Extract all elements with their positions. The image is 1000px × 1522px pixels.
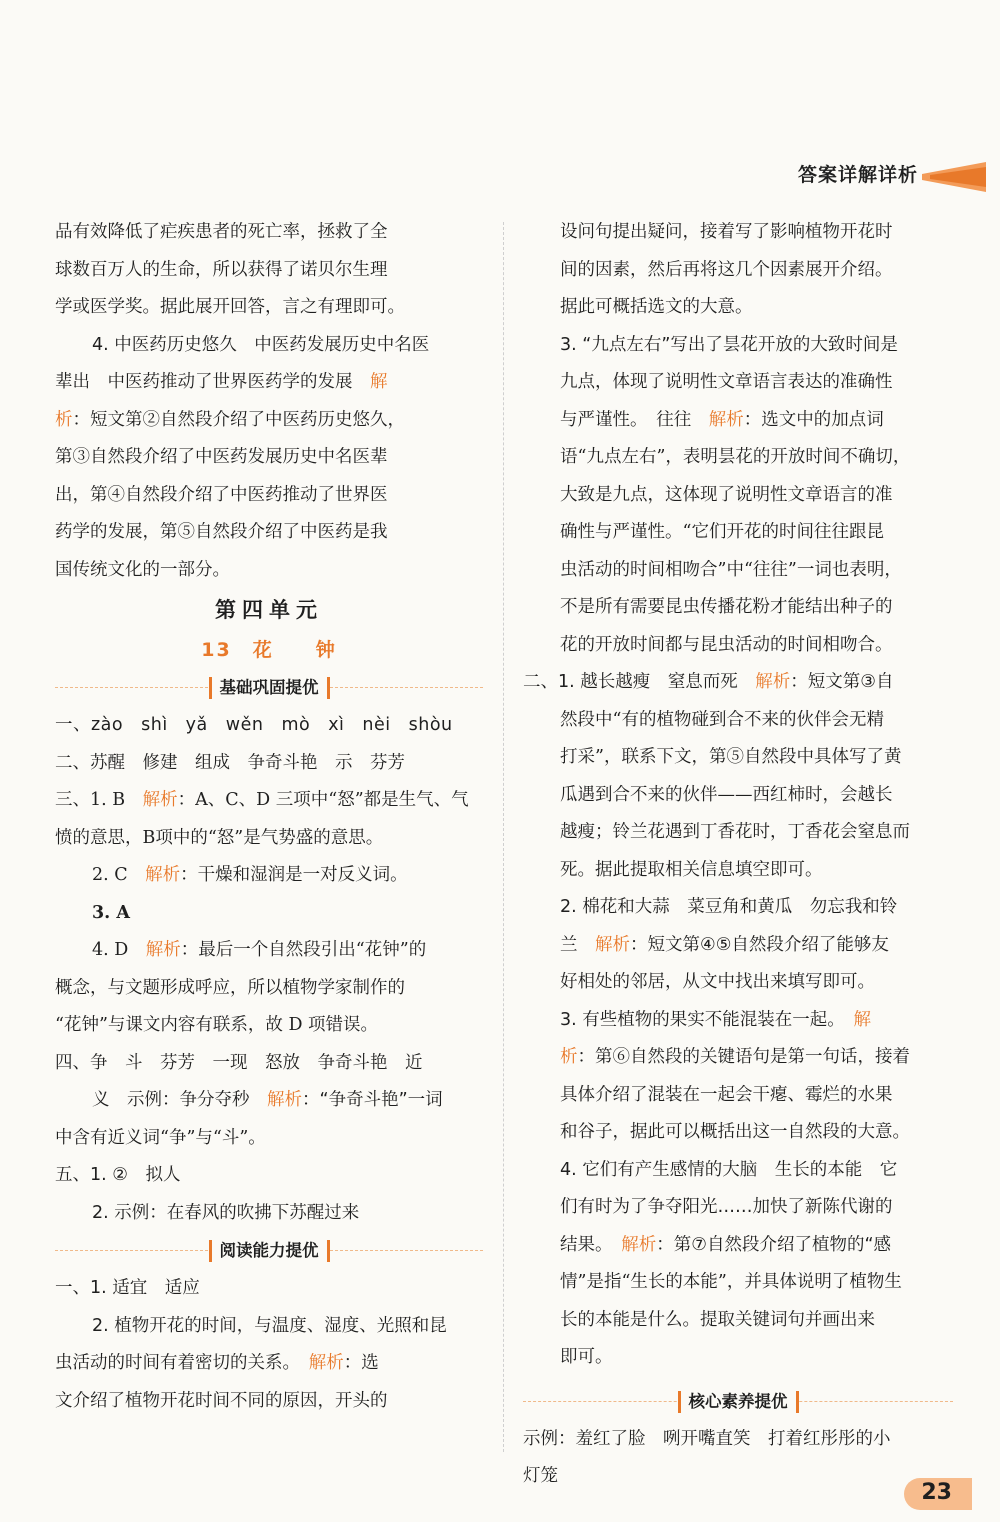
text-line: 国传统文化的一部分。 xyxy=(55,559,230,580)
analysis-label: 解析 xyxy=(755,672,791,692)
text-line: 义 示例：争分夺秒 解析：“争奇斗艳”一词 xyxy=(92,1090,443,1110)
core-answers-block xyxy=(523,1421,953,1496)
text-line: 3. 有些植物的果实不能混装在一起。 解 xyxy=(560,1009,872,1030)
text-line: 学或医学奖。据此展开回答，言之有理即可。 xyxy=(55,297,405,317)
section-header-core xyxy=(523,1383,953,1421)
analysis-label: 解析 xyxy=(142,790,178,810)
text-line: 确性与严谨性。“它们开花的时间往往跟昆 xyxy=(560,522,884,542)
text-line: 据此可概括选文的大意。 xyxy=(560,297,753,317)
text-line: 兰 解析：短文第④⑤自然段介绍了能够友 xyxy=(560,934,889,955)
unit-title: 第四单元 xyxy=(215,598,323,622)
text-line: 4. 中医药历史悠久 中医药发展历史中名医 xyxy=(92,334,430,355)
analysis-label: 解析 xyxy=(621,1234,657,1255)
text-line: “花钟”与课文内容有联系，故 D 项错误。 xyxy=(55,1015,379,1035)
text-line: 品有效降低了疟疾患者的死亡率，拯救了全 xyxy=(55,222,388,242)
text-line: 五、1. ② 拟人 xyxy=(55,1165,181,1185)
analysis-label: 解 xyxy=(370,372,388,392)
analysis-label: 析 xyxy=(55,409,73,430)
text-line: 好相处的邻居，从文中找出来填写即可。 xyxy=(560,972,875,992)
section-header-reading xyxy=(55,1232,483,1270)
text-line: 间的因素，然后再将这几个因素展开介绍。 xyxy=(560,259,893,280)
text-line: 瓜遇到合不来的伙伴——西红柿时，会越长 xyxy=(560,784,893,805)
text-line: 花的开放时间都与昆虫活动的时间相吻合。 xyxy=(560,634,893,655)
text-line: 们有时为了争夺阳光……加快了新陈代谢的 xyxy=(560,1197,893,1217)
reading-answers-block xyxy=(55,1270,483,1420)
text-line: 九点，体现了说明性文章语言表达的准确性 xyxy=(560,372,893,392)
text-line: 结果。 解析：第⑦自然段介绍了植物的“感 xyxy=(560,1234,892,1255)
text-line: 出，第④自然段介绍了中医药推动了世界医 xyxy=(55,484,388,505)
text-line: 然段中“有的植物碰到合不来的伙伴会无精 xyxy=(560,709,884,730)
text-line: 具体介绍了混装在一起会干瘪、霉烂的水果 xyxy=(560,1084,893,1105)
left-column xyxy=(55,214,483,1420)
analysis-label: 解析 xyxy=(708,409,744,430)
text-line: 四、争 斗 芬芳 一现 怒放 争奇斗艳 近 xyxy=(55,1052,423,1073)
text-line: 药学的发展，第⑤自然段介绍了中医药是我 xyxy=(55,522,388,542)
analysis-label: 解析 xyxy=(145,940,181,960)
analysis-label: 解 xyxy=(853,1009,872,1030)
analysis-label: 解析 xyxy=(145,865,181,885)
analysis-label: 解析 xyxy=(595,934,630,955)
text-line: 析：第⑥自然段的关键语句是第一句话，接着 xyxy=(560,1047,910,1067)
text-line: 大致是九点，这体现了说明性文章语言的准 xyxy=(560,484,893,505)
basic-answers-block xyxy=(55,707,483,1232)
text-line: 第③自然段介绍了中医药发展历史中名医辈 xyxy=(55,447,388,467)
section-label: 核心素养提优 xyxy=(678,1391,799,1413)
text-line: 即可。 xyxy=(560,1347,613,1367)
text-line: 灯笼 xyxy=(523,1466,558,1486)
text-line: 死。据此提取相关信息填空即可。 xyxy=(560,859,823,880)
page-number: 23 xyxy=(921,1480,952,1505)
text-line: 3. “九点左右”写出了昙花开放的大致时间是 xyxy=(560,334,898,355)
analysis-label: 解析 xyxy=(308,1353,344,1373)
text-line: 二、1. 越长越瘦 窒息而死 解析：短文第③自 xyxy=(523,672,894,692)
text-line: 辈出 中医药推动了世界医药学的发展 解 xyxy=(55,372,388,392)
text-line: 二、苏醒 修建 组成 争奇斗艳 示 芬芳 xyxy=(55,752,405,773)
text-line: 和谷子，据此可以概括出这一自然段的大意。 xyxy=(560,1122,910,1142)
column-divider xyxy=(503,222,504,1452)
text-line: 不是所有需要昆虫传播花粉才能结出种子的 xyxy=(560,597,893,617)
section-label: 阅读能力提优 xyxy=(209,1240,330,1262)
right-answers-block xyxy=(523,214,953,1377)
text-line: 概念，与文题形成呼应，所以植物学家制作的 xyxy=(55,977,405,998)
text-line: 语“九点左右”，表明昙花的开放时间不确切， xyxy=(560,447,911,467)
text-line: 4. D 解析：最后一个自然段引出“花钟”的 xyxy=(92,940,427,960)
text-line: 越瘦；铃兰花遇到丁香花时，丁香花会窒息而 xyxy=(560,822,910,842)
text-line: 一、1. 适宜 适应 xyxy=(55,1278,200,1298)
text-line: 3. A xyxy=(92,902,130,923)
text-line: 与严谨性。 往往 解析：选文中的加点词 xyxy=(560,409,884,430)
text-line: 长的本能是什么。提取关键词句并画出来 xyxy=(560,1309,875,1330)
left-answers-block xyxy=(55,214,483,589)
text-line: 虫活动的时间有着密切的关系。 解析：选 xyxy=(55,1353,379,1373)
text-line: 球数百万人的生命，所以获得了诺贝尔生理 xyxy=(55,259,388,280)
text-line: 打采”，联系下文，第⑤自然段中具体写了黄 xyxy=(560,747,902,767)
header-title: 答案详解详析 xyxy=(797,164,918,186)
header-brush-decoration xyxy=(922,162,986,192)
text-line: 情”是指“生长的本能”，并具体说明了植物生 xyxy=(560,1272,902,1292)
text-line: 2. C 解析：干燥和湿润是一对反义词。 xyxy=(92,865,408,885)
page-header xyxy=(0,158,1000,198)
text-line: 设问句提出疑问，接着写了影响植物开花时 xyxy=(560,222,893,242)
lesson-title: 13 花 钟 xyxy=(201,639,337,661)
text-line: 2. 棉花和大蒜 菜豆角和黄瓜 勿忘我和铃 xyxy=(560,897,898,917)
text-line: 中含有近义词“争”与“斗”。 xyxy=(55,1127,266,1148)
text-line: 三、1. B 解析：A、C、D 三项中“怒”都是生气、气 xyxy=(55,790,469,810)
text-line: 示例：羞红了脸 咧开嘴直笑 打着红彤彤的小 xyxy=(523,1428,891,1449)
text-line: 文介绍了植物开花时间不同的原因，开头的 xyxy=(55,1390,388,1411)
analysis-label: 解析 xyxy=(267,1090,302,1110)
text-line: 4. 它们有产生感情的大脑 生长的本能 它 xyxy=(560,1159,898,1180)
text-line: 2. 植物开花的时间，与温度、湿度、光照和昆 xyxy=(92,1315,447,1336)
analysis-label: 析 xyxy=(560,1047,578,1067)
text-line: 一、zào shì yǎ wěn mò xì nèi shòu xyxy=(55,715,453,735)
text-line: 虫活动的时间相吻合”中“往往”一词也表明， xyxy=(560,559,902,580)
text-line: 析：短文第②自然段介绍了中医药历史悠久， xyxy=(55,409,405,430)
right-column xyxy=(523,214,953,1496)
section-label: 基础巩固提优 xyxy=(209,677,330,699)
text-line: 2. 示例：在春风的吹拂下苏醒过来 xyxy=(92,1202,360,1223)
section-header-basic xyxy=(55,669,483,707)
text-line: 愤的意思，B项中的“怒”是气势盛的意思。 xyxy=(55,827,384,848)
